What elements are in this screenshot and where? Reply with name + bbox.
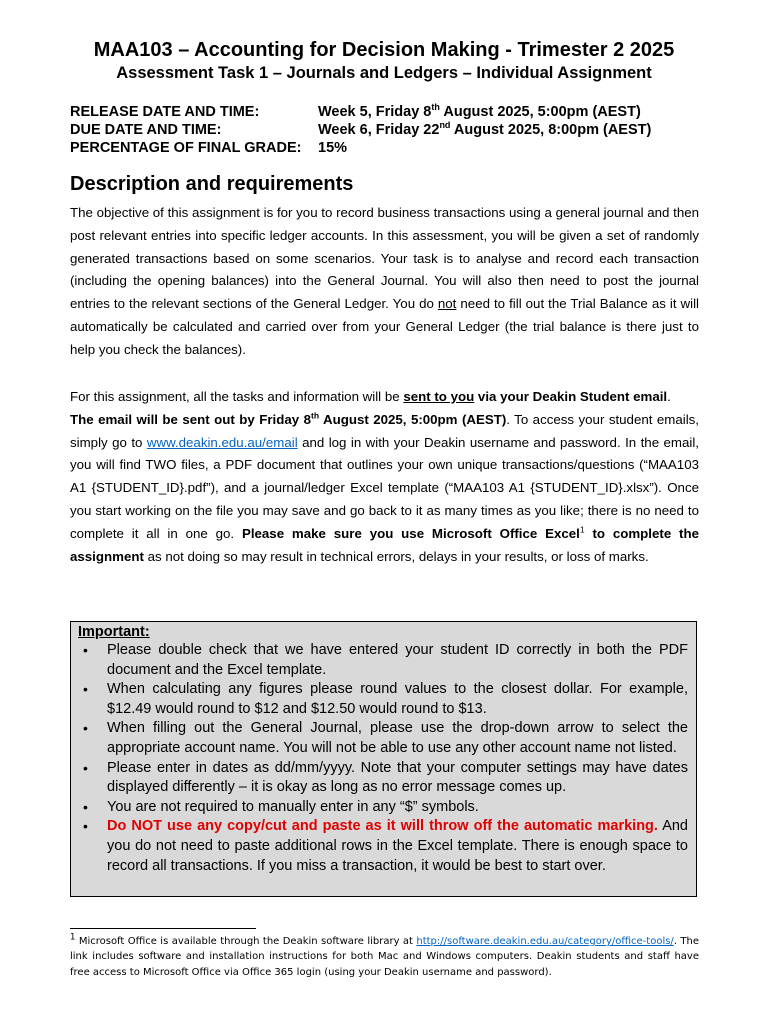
footnote-text-b: . The link includes software and installation instructions for both Mac and Windows computers. Deakin students and staff have free access to Microsoft Office via Office 365 login (using your Deakin username and password).: [70, 936, 699, 978]
release-date-suffix: th: [431, 102, 440, 113]
percentage-value: 15%: [318, 140, 348, 156]
due-value: [318, 121, 651, 139]
important-item: [71, 680, 696, 719]
footnote-separator: [70, 928, 256, 929]
instructions-paragraph: [70, 386, 699, 568]
release-time-text: August 2025, 5:00pm (AEST): [439, 104, 641, 120]
due-date-text: Week 6, Friday 22: [318, 122, 440, 138]
important-item-text: Please enter in dates as dd/mm/yyyy. Note that your computer settings may have dates displayed differently – it is okay as long as no error message comes up.: [107, 759, 688, 796]
assignment-meta: [70, 103, 710, 157]
document-subtitle: Assessment Task 1 – Journals and Ledgers – Individual Assignment: [116, 64, 652, 82]
footnote-text-a: Microsoft Office is available through the Deakin software library at: [75, 936, 417, 947]
email-date-emphasis: The email will be sent out by Friday 8: [70, 411, 311, 427]
bullet-icon: •: [83, 798, 88, 815]
important-item: [71, 719, 696, 758]
important-item-text: Please double check that we have entered your student ID correctly in both the PDF document and the Excel template.: [107, 642, 688, 678]
section-heading: Description and requirements: [70, 173, 354, 195]
footnote-number: 1: [70, 932, 76, 943]
objective-text-b: need to fill out the Trial Balance as it will automatically be calculated and carried over from your General Ledger (the trial balance is there just to help you check the balances).: [70, 296, 699, 357]
release-date-text: Week 5, Friday 8: [318, 104, 432, 120]
percentage-row: [70, 139, 710, 157]
objective-text-a: The objective of this assignment is for you to record business transactions using a general journal and then post relevant entries into specific ledger accounts. In this assessment, you will be given a set of randomly generated transactions based on some scenarios. Your task is to analyse and record each transaction (including the opening balances) into the General Journal. You will also then need to post the journal entries to the relevant sections of the General Ledger. You do: [70, 205, 700, 312]
objective-not-emphasis: not: [437, 296, 457, 312]
bullet-icon: •: [83, 681, 88, 698]
important-title: Important:: [78, 624, 150, 640]
sent-to-you-emphasis: sent to you: [403, 389, 475, 404]
deakin-email-emphasis: via your Deakin Student email: [474, 389, 668, 404]
important-item-text: And you do not need to paste additional rows in the Excel template. There is enough space to record all transactions. If you miss a transaction, it would be best to start over.: [107, 818, 688, 874]
bullet-icon: •: [83, 720, 88, 737]
release-label: RELEASE DATE AND TIME:: [70, 104, 260, 120]
copy-paste-warning: Do NOT use any copy/cut and paste as it will throw off the automatic marking.: [107, 818, 658, 835]
important-item-text: When calculating any figures please round values to the closest dollar. For example, $12.49 would round to $12 and $12.50 would round to $13.: [107, 681, 688, 717]
instructions-text-g: and log in with your Deakin username and password. In the email, you will find TWO files, a PDF document that outlines your own unique transactions/questions (“MAA103 A1 {STUDENT_ID}.pdf”), and a journal/ledger Excel template (“MAA103 A1 {STUDENT_ID}.xlsx”). Once you start working on the file you may save and go back to it as many times as you like; there is no need to complete it all in one go.: [70, 434, 699, 541]
important-item: [71, 641, 696, 680]
deakin-email-link[interactable]: www.deakin.edu.au/email: [146, 434, 298, 450]
bullet-icon: •: [83, 759, 88, 776]
footnote-ref: 1: [579, 524, 585, 535]
due-label: DUE DATE AND TIME:: [70, 122, 222, 138]
important-item: [71, 798, 696, 818]
instructions-text-a: For this assignment, all the tasks and information will be: [70, 389, 404, 404]
important-item: [71, 817, 696, 876]
instructions-text-j: as not doing so may result in technical errors, delays in your results, or loss of marks.: [143, 548, 649, 564]
instructions-text-f: . To access your student emails, simply go to: [70, 411, 699, 450]
excel-requirement-emphasis: Please make sure you use Microsoft Office Excel: [241, 525, 580, 541]
bullet-icon: •: [83, 642, 88, 658]
important-item-text: When filling out the General Journal, please use the drop-down arrow to select the appropriate account name. You will not be able to use any other account name not listed.: [107, 720, 688, 756]
bullet-icon: •: [83, 818, 88, 835]
important-list: [71, 641, 696, 876]
excel-requirement-emphasis-end: to complete the assignment: [70, 525, 699, 564]
email-time-emphasis: August 2025, 5:00pm (AEST): [319, 411, 507, 427]
document-title: MAA103 – Accounting for Decision Making - Trimester 2 2025: [93, 39, 675, 61]
footnote: [70, 934, 699, 980]
objective-paragraph: [70, 202, 699, 362]
important-item: [71, 759, 696, 798]
instructions-period: .: [667, 389, 671, 404]
due-time-text: August 2025, 8:00pm (AEST): [450, 122, 652, 138]
percentage-label: PERCENTAGE OF FINAL GRADE:: [70, 140, 302, 156]
software-library-link[interactable]: http://software.deakin.edu.au/category/office-tools/: [416, 936, 674, 947]
important-item-text: You are not required to manually enter in any “$” symbols.: [107, 798, 479, 815]
important-box: [70, 621, 697, 897]
due-row: [70, 121, 710, 139]
due-date-suffix: nd: [439, 120, 451, 131]
email-date-suffix: th: [311, 410, 320, 421]
release-row: [70, 103, 710, 121]
release-value: [318, 103, 641, 121]
